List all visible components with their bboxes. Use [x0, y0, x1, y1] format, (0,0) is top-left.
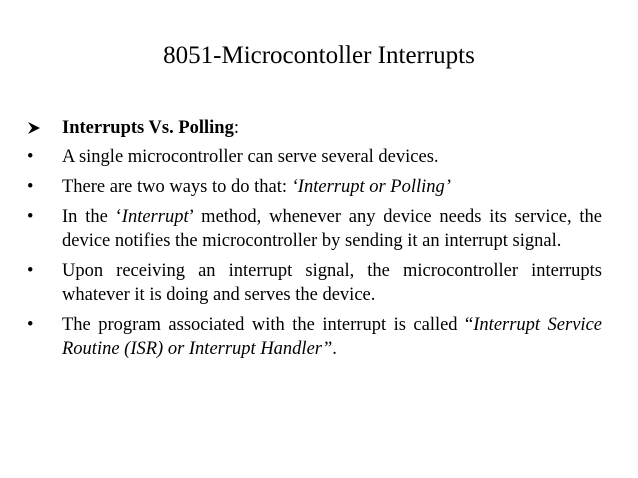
bullet-icon: •: [27, 207, 34, 227]
bullet-text-pre: In the ‘: [62, 207, 122, 227]
bullet-item: [24, 145, 602, 169]
bullet-text-plain: There are two ways to do that:: [62, 177, 292, 197]
bullet-text: [62, 205, 602, 253]
bullet-text-post: ’ method, whenever any device needs its service, the device notifies the microcontroller by sending it an interrupt signal.: [62, 207, 602, 251]
bullet-text-italic: ‘Interrupt or Polling’: [291, 177, 451, 197]
bullet-item: [24, 313, 602, 361]
slide-title: 8051-Microcontoller Interrupts: [163, 42, 475, 69]
bullet-item: [24, 259, 602, 307]
bullet-text: [62, 313, 602, 361]
bullet-icon: •: [27, 177, 34, 197]
section-heading-colon: :: [233, 118, 239, 138]
bullet-icon: •: [27, 261, 34, 281]
bullet-icon: •: [27, 315, 34, 335]
slide-content: [24, 116, 602, 367]
section-heading: [24, 116, 602, 140]
bullet-icon: •: [27, 147, 34, 167]
arrow-bullet-icon: [27, 116, 57, 136]
bullet-text-pre: The program associated with the interrupt is called “: [62, 315, 474, 335]
bullet-item: [24, 205, 602, 253]
bullet-text: A single microcontroller can serve several devices.: [62, 147, 439, 167]
bullet-text: Upon receiving an interrupt signal, the microcontroller interrupts whatever it is doing and serves the device.: [62, 261, 602, 305]
bullet-text: [62, 175, 602, 199]
bullet-item: [24, 175, 602, 199]
section-heading-bold: Interrupts Vs. Polling: [62, 118, 234, 138]
bullet-text-italic: Interrupt Service Routine (ISR) or Interrupt Handler”: [62, 315, 602, 359]
section-heading-text: [62, 116, 602, 140]
bullet-text-post: .: [332, 339, 337, 359]
bullet-text-italic: Interrupt: [121, 207, 189, 227]
